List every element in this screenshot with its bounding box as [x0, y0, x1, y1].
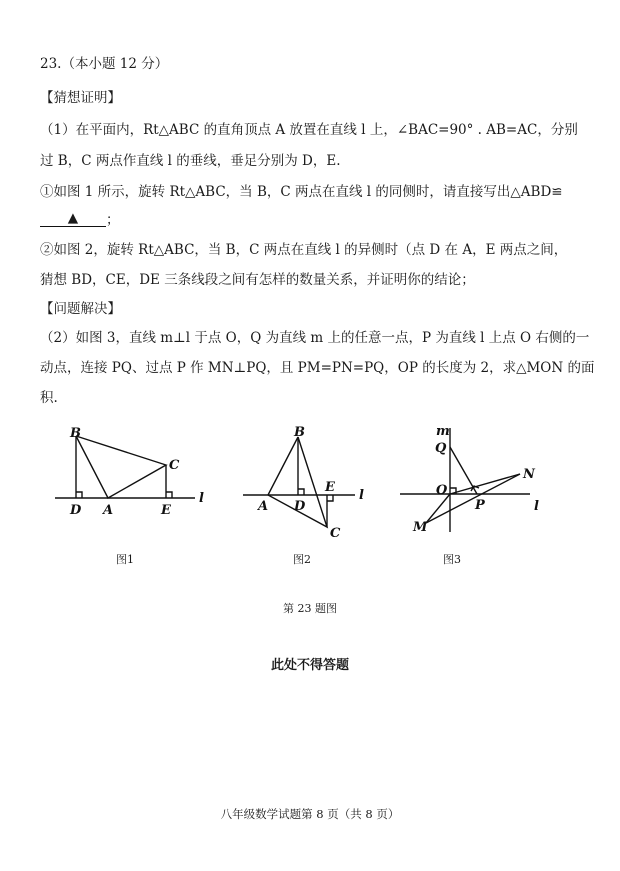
fig1-caption: 图1 — [116, 553, 134, 566]
fig2-label-E: E — [325, 480, 335, 495]
section-problem-solving: 【问题解决】 — [40, 301, 121, 317]
fig3-label-P: P — [475, 498, 485, 513]
part2-line1: （2）如图 3，直线 m⊥l 于点 O，Q 为直线 m 上的任意一点，P 为直线 l 上点 O 右侧的一 — [40, 330, 590, 346]
part1-sub1-line1: ①如图 1 所示，旋转 Rt△ABC，当 B，C 两点在直线 l 的同侧时，请直接写出△ABD≌ — [40, 184, 563, 200]
fig2-caption: 图2 — [293, 553, 311, 566]
fig3-label-M: M — [413, 520, 428, 535]
part2-line2: 动点，连接 PQ、过点 P 作 MN⊥PQ，且 PM=PN=PQ，OP 的长度为 2，求△MON 的面 — [40, 360, 595, 376]
fig3-caption: 图3 — [443, 553, 461, 566]
fig1-label-C: C — [169, 458, 180, 473]
fig2-label-D: D — [294, 499, 306, 514]
fig3-label-O: O — [436, 483, 448, 498]
fig2-label-B: B — [294, 425, 305, 440]
fig3-label-m: m — [436, 424, 450, 439]
part1-sub2-line1: ②如图 2，旋转 Rt△ABC，当 B，C 两点在直线 l 的异侧时（点 D 在 A，E 两点之间， — [40, 242, 568, 258]
part2-line3: 积. — [40, 390, 58, 406]
answer-blank-mark: ▲ — [67, 210, 79, 226]
fig1-label-A: A — [103, 503, 114, 518]
part1-line2: 过 B，C 两点作直线 l 的垂线，垂足分别为 D，E. — [40, 153, 341, 169]
figure-group-caption: 第 23 题图 — [283, 602, 337, 615]
fig3-label-N: N — [523, 467, 535, 482]
fig3-label-l: l — [534, 499, 539, 514]
section-conjecture-proof: 【猜想证明】 — [40, 90, 121, 106]
fig2-label-C: C — [330, 526, 341, 541]
answer-blank-end: ； — [106, 212, 120, 228]
no-answer-notice: 此处不得答题 — [270, 658, 349, 673]
question-header: 23.（本小题 12 分） — [40, 56, 169, 72]
part1-sub2-line2: 猜想 BD，CE，DE 三条线段之间有怎样的数量关系，并证明你的结论； — [40, 272, 475, 288]
page-footer: 八年级数学试题第 8 页（共 8 页） — [220, 807, 400, 821]
fig3-label-Q: Q — [435, 441, 447, 456]
fig1-label-l: l — [199, 491, 204, 506]
fig1-label-B: B — [70, 426, 81, 441]
part1-line1: （1）在平面内，Rt△ABC 的直角顶点 A 放置在直线 l 上，∠BAC=90° . AB=AC，分别 — [40, 122, 578, 138]
fig2-label-A: A — [258, 499, 269, 514]
fig1-label-D: D — [70, 503, 82, 518]
fig1-label-E: E — [161, 503, 171, 518]
fig2-label-l: l — [359, 488, 364, 503]
